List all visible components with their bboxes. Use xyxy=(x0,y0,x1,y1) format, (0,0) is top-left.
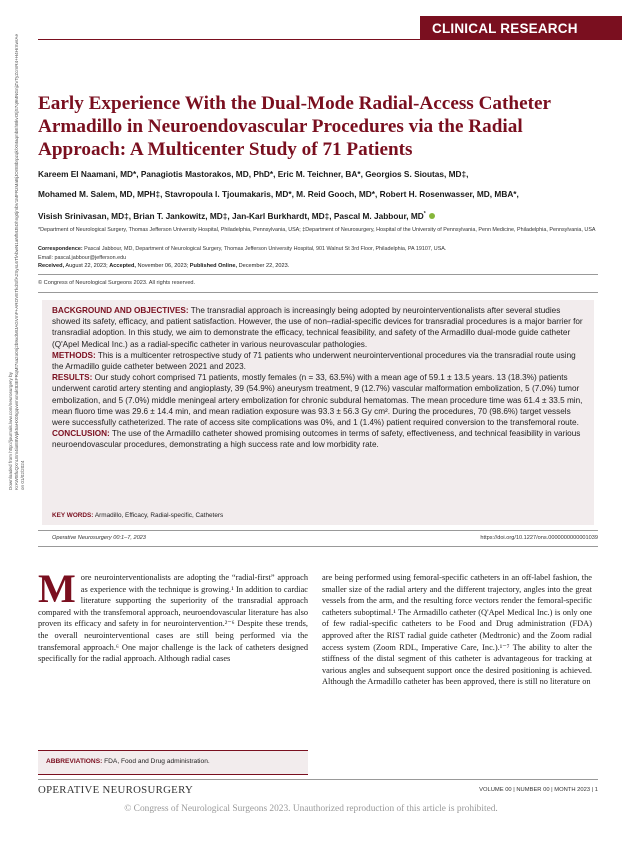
results-heading: RESULTS: xyxy=(52,373,93,383)
keywords-heading: KEY WORDS: xyxy=(52,512,94,519)
correspondence-label: Correspondence: xyxy=(38,246,83,252)
methods-text: This is a multicenter retrospective study of 71 patients who underwent neurointerventional procedures via the transradial route using the Armadillo guide catheter between 2021 and 2023. xyxy=(52,350,576,372)
abbreviations-heading: ABBREVIATIONS: xyxy=(46,758,103,765)
download-watermark-text: Downloaded from http://journals.lww.com/neurosurgery by KrAWt8fuQXnLEm4ioEBWpk5aHX05gqvwmsnukt83EFRqMt7sa2o0nj2b9xdMIJAGVmF+AROVETkdS/fA2SysL6TfAbwN1aNfMJ5Dhng0jmbV1MFRzMaBjJOrE8brpzqk/XMaqmbEhBkvOtjS7q9MNGnjZVTyZcmR4+H4HrXwrAe on 01/02/2024 xyxy=(8,33,25,490)
accepted-label: Accepted, xyxy=(109,263,136,269)
correspondence xyxy=(38,245,598,263)
copyright-line: © Congress of Neurological Surgeons 2023. All rights reserved. xyxy=(38,280,196,286)
abstract-background xyxy=(52,305,584,350)
keywords-text: Armadillo, Efficacy, Radial-specific, Catheters xyxy=(94,512,224,519)
download-watermark xyxy=(4,33,38,490)
abstract-methods xyxy=(52,350,584,372)
author-list xyxy=(38,164,598,226)
body-text-left: ore neurointerventionalists are adopting the “radial-first” approach as experience with the technique is growing.¹ In addition to cardiac literature supporting the superiority of the transradial approach compared with the transfemoral approach, neuroendovascular literature has also proven its efficacy and safety in for neurointervention.²⁻⁶ Despite these trends, the overall neurointerventional cases are still being performed via the transfemoral approach.⁶ One major challenge is the lack of catheters designed specifically for the radial approach. Although radial cases xyxy=(38,573,308,664)
reproduction-notice: © Congress of Neurological Surgeons 2023. Unauthorized reproduction of this article is prohibited. xyxy=(124,804,498,814)
divider xyxy=(38,546,598,547)
results-text: Our study cohort comprised 71 patients, mostly females (n = 33, 63.5%) with a mean age of 59.1 ± 13.5 years. 13 (18.3%) patients underwent carotid artery stenting and angioplasty, 39 (54.9%) aneurysm treatment, 9 (12.7%) vascular malformation embolization, 5 (7.0%) tumor embolization, and 5 (7.0%) middle meningeal artery embolization for chronic subdural hematomas. The mean procedure time was 61.4 ± 33.5 min, mean fluoro time was 29.6 ± 14.4 min, and mean radiation exposure was 93.3 ± 56.3 Gy cm². During the procedures, 70 (98.6%) target vessels were successfully catheterized. The rate of access site complications was 0%, and 1 (1.4%) patient required conversion to the transfemoral route. xyxy=(52,373,583,428)
journal-citation: Operative Neurosurgery 00:1–7, 2023 xyxy=(52,535,146,541)
author-line: Visish Srinivasan, MD‡, Brian T. Jankowitz, MD‡, Jan-Karl Burkhardt, MD‡, Pascal M. Jabbour, MD* xyxy=(38,204,598,226)
background-heading: BACKGROUND AND OBJECTIVES: xyxy=(52,306,189,315)
methods-heading: METHODS: xyxy=(52,350,96,360)
body-text-right: are being performed using femoral-specific catheters in an off-label fashion, the smaller size of the radial artery and the different trajectory, angles into the great vessels from the arm, and the resulting force vectors render the femoral-specific catheters suboptimal.¹ The Armadillo catheter (Q'Apel Medical Inc.) is only one of few radial-specific catheters to be Food and Drug administration (FDA) approved after the RIST radial guide catheter (Medtronic) and the Zoom radial access system (Zoom RDL, Imperative Care, Inc.).¹⁻⁷ The ability to alter the stiffness of the distal segment of this catheter is advantageous for tracking at various angles and subsequent support once the desired positioning is achieved. Although the Armadillo catheter has been approved, there is still no literature on xyxy=(322,573,592,687)
divider xyxy=(38,292,598,293)
abbreviations-box xyxy=(38,750,308,775)
received-label: Received, xyxy=(38,263,65,269)
dropcap: M xyxy=(38,566,76,611)
banner-rule xyxy=(38,39,422,40)
page-footer xyxy=(38,784,598,798)
author-line: Kareem El Naamani, MD*, Panagiotis Mastorakos, MD, PhD*, Eric M. Teichner, BA*, Georgios S. Sioutas, MD‡, xyxy=(38,169,469,179)
published-label: Published Online, xyxy=(189,263,238,269)
abstract-results xyxy=(52,372,584,428)
abstract-box xyxy=(42,300,594,525)
correspondence-text: Pascal Jabbour, MD, Department of Neurological Surgery, Thomas Jefferson University Hospital, 901 Walnut St 3rd Floor, Philadelphia, PA 19107, USA. xyxy=(84,246,447,252)
accepted-date: November 06, 2023; xyxy=(137,263,189,269)
divider xyxy=(38,274,598,275)
divider xyxy=(38,779,598,780)
article-dates xyxy=(38,262,598,271)
published-date: December 22, 2023. xyxy=(238,263,290,269)
body-column-left xyxy=(38,566,308,665)
author-line-text: Visish Srinivasan, MD‡, Brian T. Jankowitz, MD‡, Jan-Karl Burkhardt, MD‡, Pascal M. Jabbour, MD xyxy=(38,210,424,221)
affiliations: *Department of Neurological Surgery, Thomas Jefferson University Hospital, Philadelphia, Pennsylvania, USA; ‡Department of Neurosurgery, Hospital of the University of Pennsylvania, Penn Medicine, Philadelphia, Pennsylvania, USA xyxy=(38,227,596,233)
conclusion-text: The use of the Armadillo catheter showed promising outcomes in terms of safety, effectiveness, and technical feasibility in various neuroendovascular procedures, demonstrating a high success rate and low morbidity rate. xyxy=(52,429,581,450)
conclusion-heading: CONCLUSION: xyxy=(52,429,110,439)
issue-info: VOLUME 00 | NUMBER 00 | MONTH 2023 | 1 xyxy=(479,787,598,793)
body-column-right xyxy=(322,572,592,688)
keywords xyxy=(52,512,223,519)
author-line: Mohamed M. Salem, MD, MPH‡, Stavropoula I. Tjoumakaris, MD*, M. Reid Gooch, MD*, Robert H. Rosenwasser, MD, MBA*, xyxy=(38,189,519,199)
background-text: The transradial approach is increasingly being adopted by neurointerventionalists after several studies showed its safety, efficacy, and patient satisfaction. However, the use of non–radial-specific devices for transradial procedures is a major barrier for transradial adoption. In this study, we aim to demonstrate the efficacy, technical feasibility, and safety of the Armadillo dual-mode guide catheter (Q'Apel Medical Inc.) as a radial-specific catheter in various neurovascular pathologies. xyxy=(52,306,583,349)
abbreviations-text: FDA, Food and Drug administration. xyxy=(104,758,210,765)
received-date: August 22, 2023; xyxy=(65,263,108,269)
doi-link[interactable]: https://doi.org/10.1227/ons.0000000000001039 xyxy=(480,535,598,541)
journal-name: OPERATIVE NEUROSURGERY xyxy=(38,784,194,796)
section-banner: CLINICAL RESEARCH xyxy=(420,16,622,40)
email[interactable]: Email: pascal.jabbour@jefferson.edu xyxy=(38,255,127,261)
article-title: Early Experience With the Dual-Mode Radial-Access Catheter Armadillo in Neuroendovascular Procedures via the Radial Approach: A Multicenter Study of 71 Patients xyxy=(38,93,551,160)
citation-line xyxy=(38,531,598,545)
abstract-conclusion xyxy=(52,428,584,450)
orcid-icon[interactable] xyxy=(429,213,435,219)
